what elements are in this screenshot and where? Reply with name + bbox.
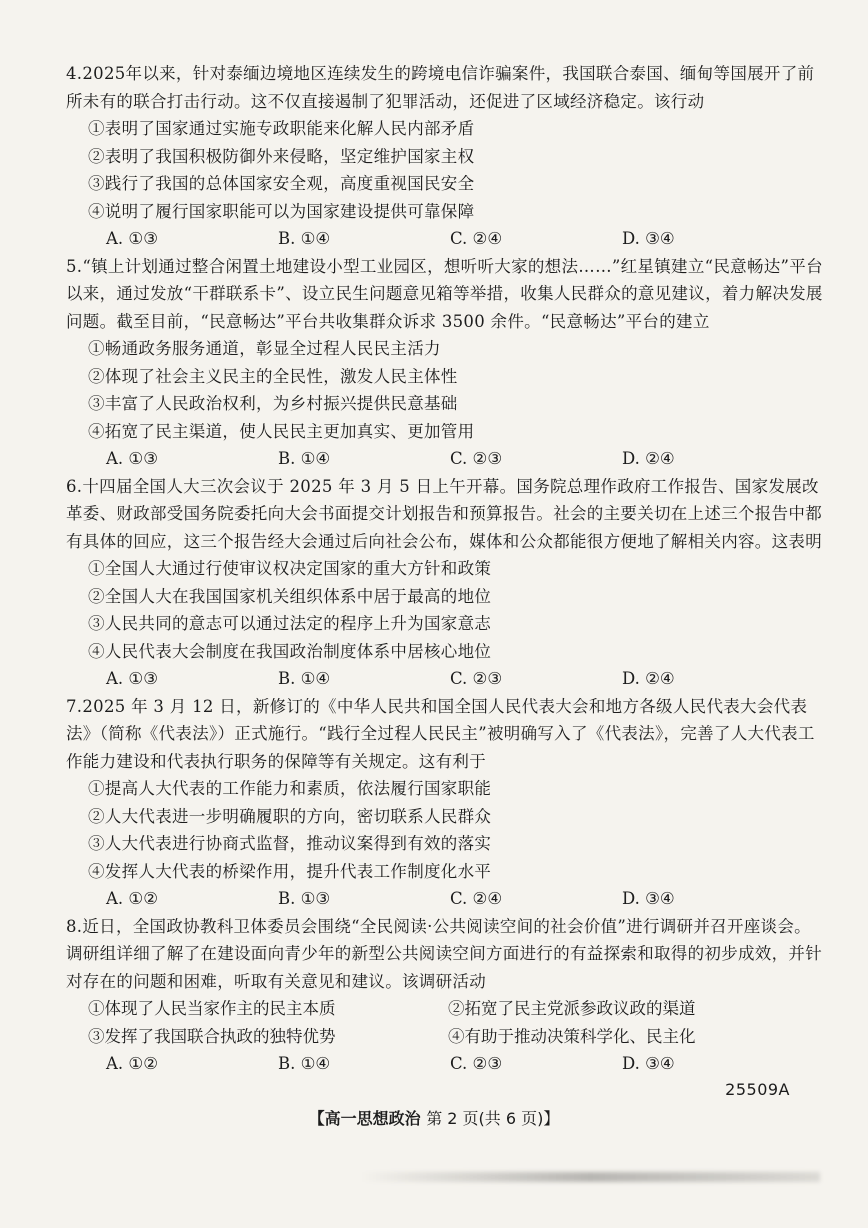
statement-2: ②人大代表进一步明确履职的方向，密切联系人民群众 bbox=[88, 806, 492, 826]
statement-1: ①表明了国家通过实施专政职能来化解人民内部矛盾 bbox=[88, 119, 475, 138]
statement-4: ④说明了履行国家职能可以为国家建设提供可靠保障 bbox=[88, 201, 475, 221]
answer-choices bbox=[66, 445, 826, 473]
paper-code: 25509A bbox=[725, 1080, 790, 1099]
statement-3: ③践行了我国的总体国家安全观，高度重视国民安全 bbox=[88, 174, 475, 193]
answer-choices bbox=[66, 665, 826, 693]
statement-1: ①体现了人民当家作主的民主本质 bbox=[88, 999, 336, 1018]
question-8 bbox=[66, 913, 826, 1078]
statement-3: ③丰富了人民政治权利，为乡村振兴提供民意基础 bbox=[88, 394, 458, 413]
choice-c: C. ②③ bbox=[450, 449, 503, 468]
statement-4: ④发挥人大代表的桥梁作用，提升代表工作制度化水平 bbox=[88, 861, 492, 881]
choice-d: D. ②④ bbox=[622, 449, 675, 468]
footer-page-number: 第 2 页(共 6 页)】 bbox=[426, 1109, 560, 1128]
statement-2: ②拓宽了民主党派参政议政的渠道 bbox=[448, 999, 696, 1018]
choice-d: D. ③④ bbox=[622, 889, 675, 908]
statement-4: ④有助于推动决策科学化、民主化 bbox=[448, 1026, 696, 1046]
statement-1: ①全国人大通过行使审议权决定国家的重大方针和政策 bbox=[88, 559, 492, 578]
choice-c: C. ②③ bbox=[450, 1054, 503, 1073]
statement-1: ①畅通政务服务通道，彰显全过程人民民主活力 bbox=[88, 339, 441, 358]
question-stem: 7.2025 年 3 月 12 日，新修订的《中华人民共和国全国人民代表大会和地方各级人民代表大会代表法》（简称《代表法》）正式施行。“践行全过程人民民主”被明确写入了《代表法》，完善了人大代表工作能力建设和代表执行职务的保障等有关规定。这有利于 bbox=[66, 696, 815, 771]
question-stem: 6.十四届全国人大三次会议于 2025 年 3 月 5 日上午开幕。国务院总理作政府工作报告、国家发展改革委、财政部受国务院委托向大会书面提交计划报告和预算报告。社会的主要关切在上述三个报告中都有具体的回应，这三个报告经大会通过后向社会公布，媒体和公众都能很方便地了解相关内容。这表明 bbox=[66, 476, 822, 551]
choice-a: A. ①② bbox=[106, 889, 158, 908]
question-4 bbox=[66, 60, 826, 253]
choice-a: A. ①② bbox=[106, 1054, 158, 1073]
statement-2: ②全国人大在我国国家机关组织体系中居于最高的地位 bbox=[88, 586, 492, 606]
choice-d: D. ②④ bbox=[622, 669, 675, 688]
choice-c: C. ②④ bbox=[450, 229, 503, 248]
question-list bbox=[66, 60, 826, 1078]
page-footer bbox=[0, 1106, 868, 1129]
statement-row-2 bbox=[66, 1023, 826, 1051]
statement-2: ②表明了我国积极防御外来侵略，坚定维护国家主权 bbox=[88, 146, 475, 166]
statement-3: ③人民共同的意志可以通过法定的程序上升为国家意志 bbox=[88, 614, 492, 633]
question-stem: 8.近日，全国政协教科卫体委员会围绕“全民阅读·公共阅读空间的社会价值”进行调研并召开座谈会。调研组详细了解了在建设面向青少年的新型公共阅读空间方面进行的有益探索和取得的初步成效，并针对存在的问题和困难，听取有关意见和建议。该调研活动 bbox=[66, 916, 822, 991]
choice-b: B. ①④ bbox=[278, 669, 331, 688]
choice-d: D. ③④ bbox=[622, 229, 675, 248]
answer-choices bbox=[66, 225, 826, 253]
choice-c: C. ②③ bbox=[450, 669, 503, 688]
choice-b: B. ①④ bbox=[278, 449, 331, 468]
statement-4: ④人民代表大会制度在我国政治制度体系中居核心地位 bbox=[88, 641, 492, 661]
answer-choices bbox=[66, 1050, 826, 1078]
statement-3: ③发挥了我国联合执政的独特优势 bbox=[88, 1026, 336, 1046]
question-7 bbox=[66, 693, 826, 913]
statement-2: ②体现了社会主义民主的全民性，激发人民主体性 bbox=[88, 366, 458, 386]
question-5 bbox=[66, 253, 826, 473]
statement-row-1 bbox=[66, 995, 826, 1023]
question-stem: 5.“镇上计划通过整合闲置土地建设小型工业园区，想听听大家的想法……”红星镇建立“民意畅达”平台以来，通过发放“干群联系卡”、设立民生问题意见箱等举措，收集人民群众的意见建议，着力解决发展问题。截至目前，“民意畅达”平台共收集群众诉求 3500 余件。“民意畅达”平台的建立 bbox=[66, 256, 823, 331]
choice-b: B. ①③ bbox=[278, 889, 331, 908]
footer-subject: 【高一思想政治 bbox=[308, 1109, 421, 1128]
question-6 bbox=[66, 473, 826, 693]
choice-b: B. ①④ bbox=[278, 1054, 331, 1073]
choice-a: A. ①③ bbox=[106, 229, 158, 248]
scan-smudge bbox=[360, 1172, 820, 1182]
statement-1: ①提高人大代表的工作能力和素质，依法履行国家职能 bbox=[88, 779, 492, 798]
choice-d: D. ③④ bbox=[622, 1054, 675, 1073]
answer-choices bbox=[66, 885, 826, 913]
choice-c: C. ②④ bbox=[450, 889, 503, 908]
question-stem: 4.2025年以来，针对泰缅边境地区连续发生的跨境电信诈骗案件，我国联合泰国、缅甸等国展开了前所未有的联合打击行动。这不仅直接遏制了犯罪活动，还促进了区域经济稳定。该行动 bbox=[66, 64, 815, 111]
choice-b: B. ①④ bbox=[278, 229, 331, 248]
statement-4: ④拓宽了民主渠道，使人民民主更加真实、更加管用 bbox=[88, 421, 475, 441]
statement-3: ③人大代表进行协商式监督，推动议案得到有效的落实 bbox=[88, 834, 492, 853]
choice-a: A. ①③ bbox=[106, 449, 158, 468]
choice-a: A. ①③ bbox=[106, 669, 158, 688]
